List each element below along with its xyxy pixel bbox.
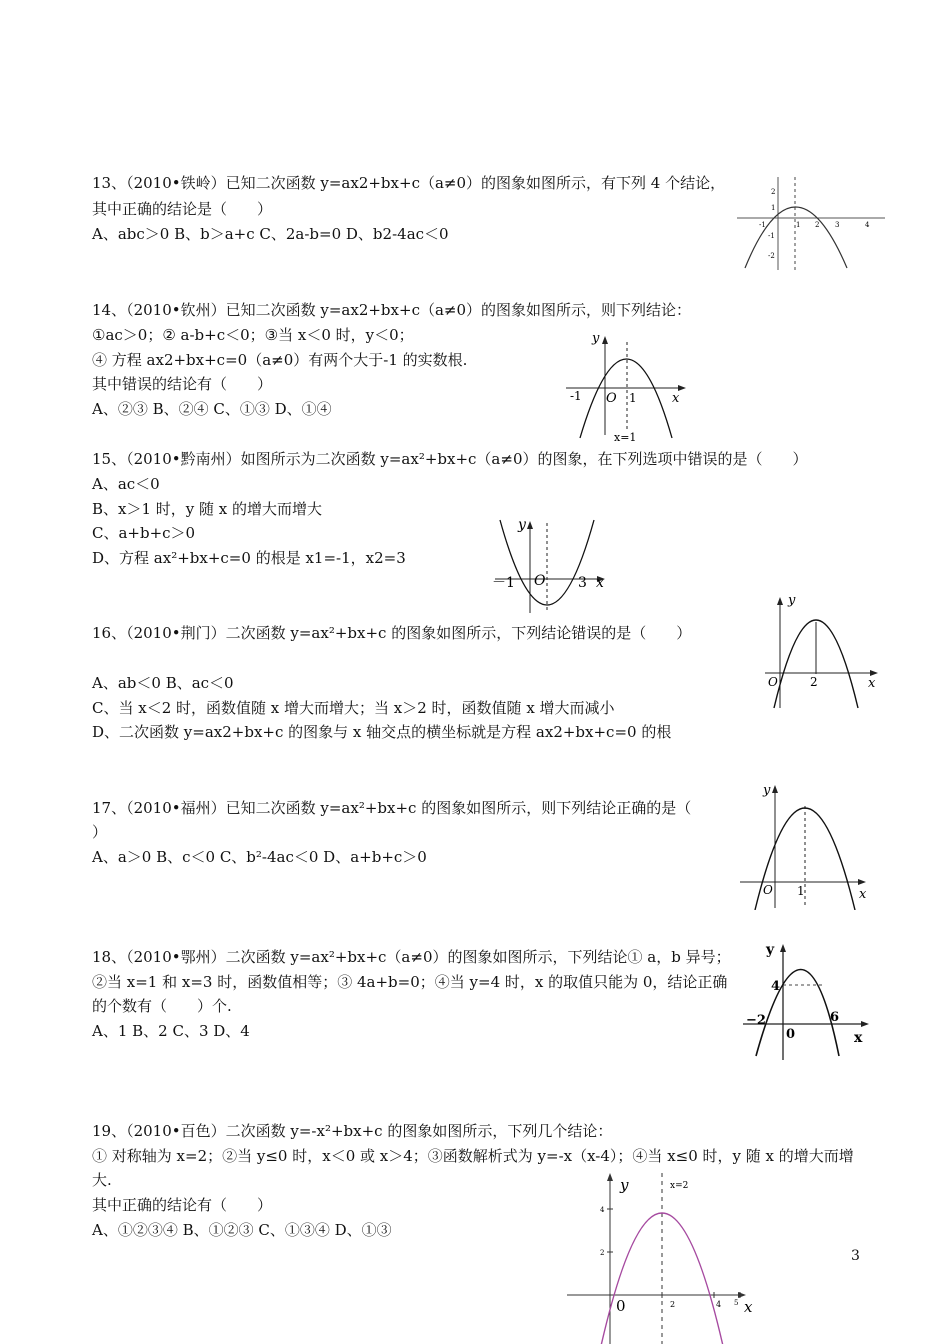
- q14-line-4: 其中错误的结论有（ ）: [92, 375, 273, 393]
- origin-label: O: [763, 883, 773, 897]
- origin-label: O: [534, 573, 546, 589]
- y-arrow: [607, 1173, 613, 1181]
- parabola: [756, 970, 839, 1057]
- tick-x5-label: 5: [734, 1299, 739, 1307]
- q16-graph: [760, 590, 885, 710]
- y-intercept-label: 4: [771, 979, 781, 994]
- parabola: [500, 520, 594, 605]
- axis-note: x=1: [614, 431, 637, 444]
- y-label: y: [766, 942, 775, 958]
- tick-x4-label: 4: [716, 1300, 722, 1309]
- tick-x1: 1: [796, 221, 801, 229]
- q17-line-3: A、a＞0 B、c＜0 C、b²-4ac＜0 D、a+b+c＞0: [92, 848, 427, 866]
- left-root-label: －1: [492, 575, 515, 591]
- q15-graph: [490, 515, 615, 615]
- q14-line-1: 14、（2010•钦州）已知二次函数 y=ax2+bx+c（a≠0）的图象如图所示，则下列结论：: [92, 301, 692, 319]
- q18-line-3: 的个数有（ ）个.: [92, 997, 232, 1015]
- tick-y4-label: 4: [600, 1206, 605, 1214]
- q19-line-4: 其中正确的结论有（ ）: [92, 1196, 273, 1214]
- x-label: x: [868, 676, 876, 691]
- origin-label: 0: [616, 1297, 626, 1315]
- y-arrow: [780, 944, 786, 952]
- left-root-label: -1: [570, 389, 582, 403]
- tick-ym2: -2: [768, 252, 775, 260]
- y-arrow: [772, 785, 778, 793]
- q19-line-5: A、①②③④ B、①②③ C、①③④ D、①③: [92, 1221, 392, 1239]
- q19-line-2: ① 对称轴为 x=2；②当 y≤0 时，x＜0 或 x＞4；③函数解析式为 y=-x（x-4）；④当 x≤0 时，y 随 x 的增大而增: [92, 1147, 854, 1165]
- right-root-label: 3: [578, 575, 587, 591]
- tick-y1: 1: [771, 204, 776, 212]
- tick-x2-label: 2: [670, 1300, 676, 1309]
- tick-xm1: -1: [759, 221, 766, 229]
- q13-line-1: 13、（2010•铁岭）已知二次函数 y=ax2+bx+c（a≠0）的图象如图所示，有下列 4 个结论，: [92, 174, 726, 192]
- q15-line-1: 15、（2010•黔南州）如图所示为二次函数 y=ax²+bx+c（a≠0）的图象，在下列选项中错误的是（ ）: [92, 450, 808, 468]
- q19-line-1: 19、（2010•百色）二次函数 y=-x²+bx+c 的图象如图所示，下列几个结论：: [92, 1122, 613, 1140]
- q16-line-4: D、二次函数 y=ax2+bx+c 的图象与 x 轴交点的横坐标就是方程 ax2+bx+c=0 的根: [92, 723, 672, 741]
- q15-line-5: D、方程 ax²+bx+c=0 的根是 x1=-1，x2=3: [92, 549, 406, 567]
- q13-line-2: 其中正确的结论是（ ）: [92, 200, 273, 218]
- q18-graph: [738, 938, 878, 1063]
- origin-label: 0: [786, 1027, 796, 1042]
- origin-label: O: [768, 675, 778, 689]
- tick-y2-label: 2: [600, 1249, 605, 1257]
- y-label: y: [788, 593, 796, 608]
- x-label: x: [859, 887, 867, 902]
- q14-line-2: ①ac＞0；② a-b+c＜0；③当 x＜0 时，y＜0；: [92, 326, 414, 344]
- parabola: [745, 207, 847, 268]
- right-root-label: 6: [830, 1010, 840, 1025]
- q17-line-1: 17、（2010•福州）已知二次函数 y=ax²+bx+c 的图象如图所示，则下列结论正确的是（: [92, 799, 692, 817]
- x-label: x: [672, 391, 680, 406]
- y-label: y: [592, 331, 600, 346]
- parabola: [580, 359, 672, 438]
- y-arrow: [602, 336, 608, 344]
- q19-line-3: 大.: [92, 1171, 112, 1189]
- q17-line-2: ）: [92, 823, 108, 841]
- q14-graph: [562, 330, 692, 445]
- q17-graph: [735, 778, 875, 910]
- q16-line-3: C、当 x＜2 时，函数值随 x 增大而增大；当 x＞2 时，函数值随 x 增大而减小: [92, 699, 615, 717]
- q15-line-3: B、x＞1 时，y 随 x 的增大而增大: [92, 500, 323, 518]
- q13-graph: [735, 172, 895, 272]
- x-label: x: [744, 1298, 753, 1316]
- x-label: x: [854, 1030, 863, 1046]
- q13-line-3: A、abc＞0 B、b＞a+c C、2a-b=0 D、b2-4ac＜0: [92, 225, 449, 243]
- q18-line-2: ②当 x=1 和 x=3 时，函数值相等；③ 4a+b=0；④当 y=4 时，x 的取值只能为 0，结论正确: [92, 973, 728, 991]
- axis-tick-label: 1: [629, 391, 637, 405]
- q16-line-1: 16、（2010•荆门）二次函数 y=ax²+bx+c 的图象如图所示，下列结论错误的是（ ）: [92, 624, 692, 642]
- q14-line-3: ④ 方程 ax2+bx+c=0（a≠0）有两个大于-1 的实数根.: [92, 351, 468, 369]
- q14-line-5: A、②③ B、②④ C、①③ D、①④: [92, 400, 332, 418]
- tick-x3: 3: [835, 221, 840, 229]
- q19-graph: [562, 1168, 772, 1344]
- axis-note: x=2: [670, 1181, 689, 1191]
- q18-line-4: A、1 B、2 C、3 D、4: [92, 1022, 250, 1040]
- y-label: y: [763, 783, 771, 798]
- tick-x4: 4: [865, 221, 870, 229]
- tick-ym1: -1: [768, 232, 775, 240]
- vertex-x-label: 1: [797, 884, 805, 898]
- x-arrow: [858, 879, 866, 885]
- tick-x2: 2: [815, 221, 820, 229]
- q15-line-2: A、ac＜0: [92, 475, 160, 493]
- q18-line-1: 18、（2010•鄂州）二次函数 y=ax²+bx+c（a≠0）的图象如图所示，下列结论① a，b 异号；: [92, 948, 731, 966]
- x-label: x: [596, 575, 604, 591]
- vertex-x-label: 2: [810, 675, 818, 689]
- y-label: y: [518, 517, 526, 533]
- y-arrow: [777, 597, 783, 605]
- tick-y2: 2: [771, 188, 776, 196]
- origin-label: O: [606, 391, 617, 406]
- q15-line-4: C、a+b+c＞0: [92, 524, 196, 542]
- y-arrow: [527, 521, 533, 529]
- page-number: 3: [851, 1248, 860, 1264]
- x-arrow: [861, 1021, 869, 1027]
- q16-line-2: A、ab＜0 B、ac＜0: [92, 674, 234, 692]
- left-root-label: −2: [746, 1013, 766, 1028]
- y-label: y: [620, 1176, 629, 1194]
